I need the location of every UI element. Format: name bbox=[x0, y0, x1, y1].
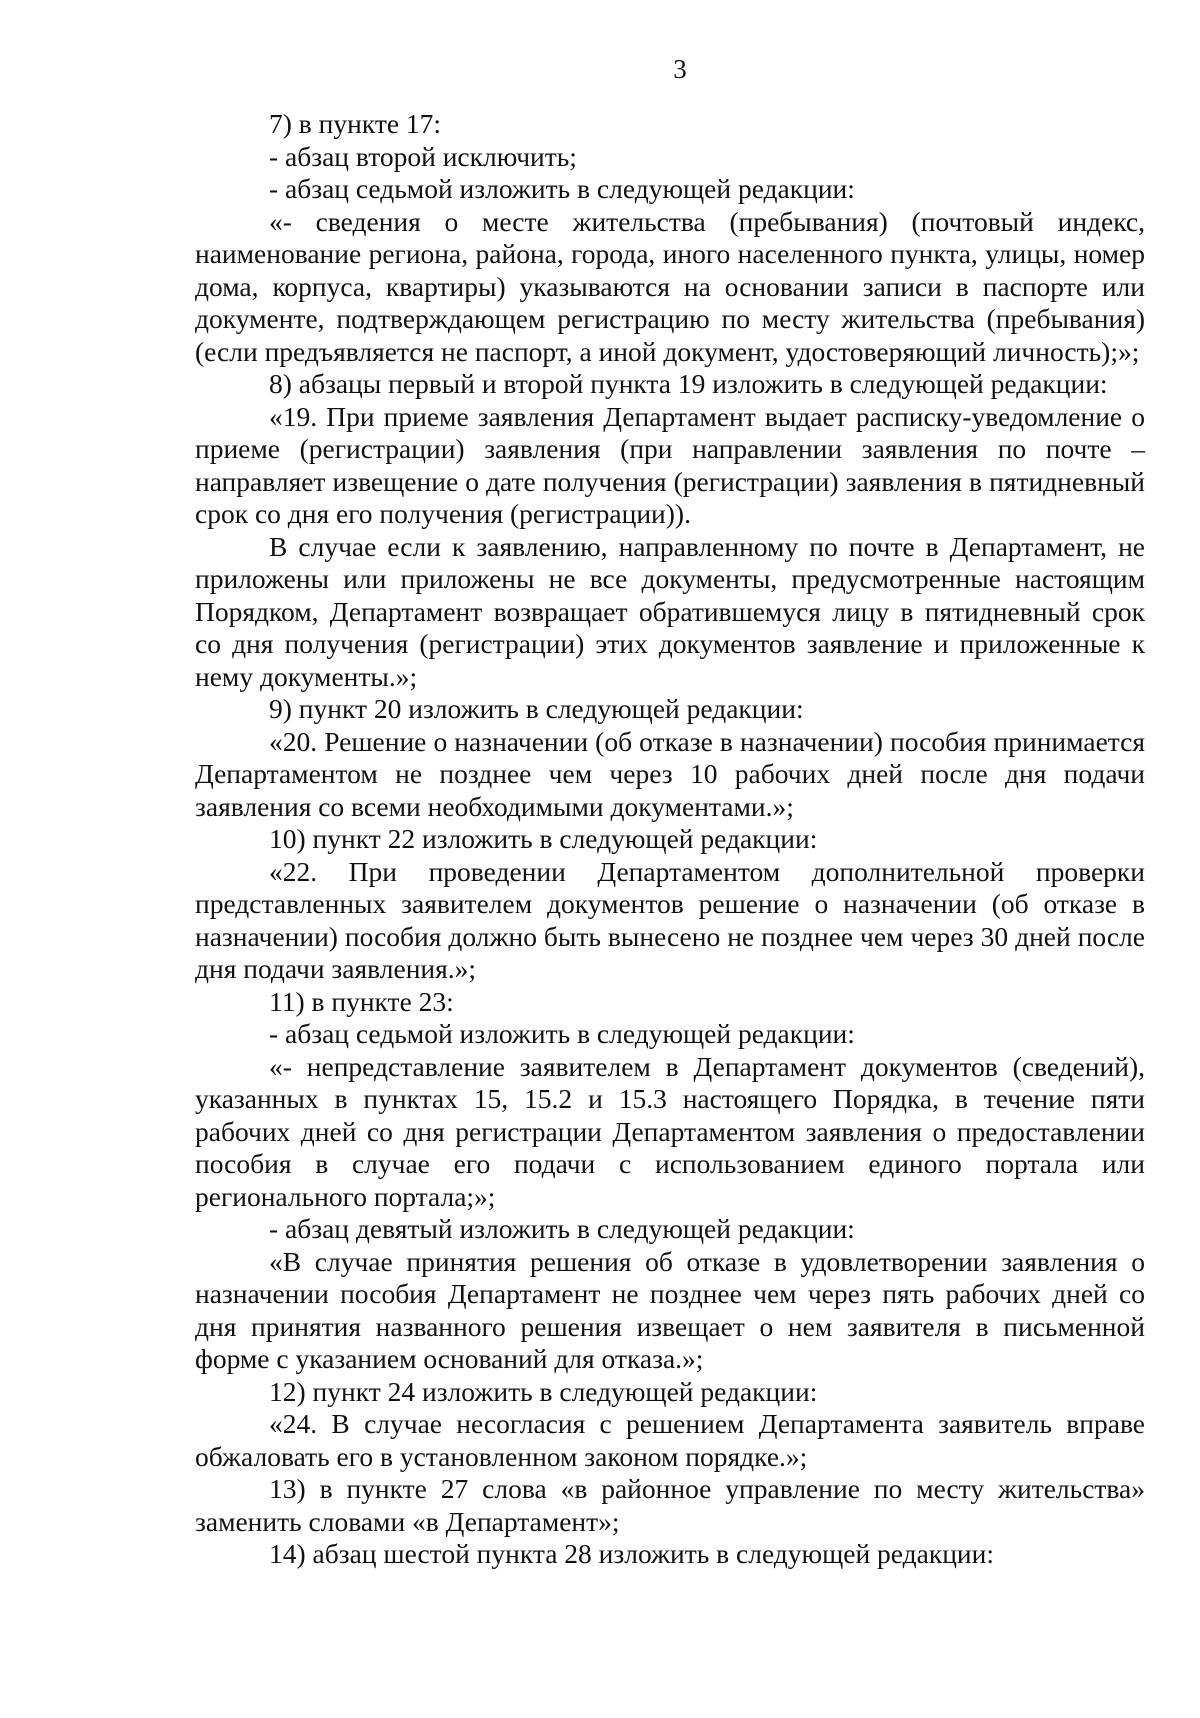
paragraph-item-9: 9) пункт 20 изложить в следующей редакции: bbox=[269, 693, 804, 724]
paragraph-item-8: 8) абзацы первый и второй пункта 19 изложить в следующей редакции: bbox=[269, 368, 1108, 399]
paragraph-abzac-7-point-23-intro: - абзац седьмой изложить в следующей редакции: bbox=[269, 1018, 855, 1049]
paragraph-item-13: 13) в пункте 27 слова «в районное управление по месту жительства» заменить словами «в Департамент»; bbox=[195, 1473, 1145, 1537]
paragraph-item-14: 14) абзац шестой пункта 28 изложить в следующей редакции: bbox=[269, 1538, 995, 1569]
paragraph-delete-abzac-2: - абзац второй исключить; bbox=[269, 140, 577, 172]
paragraph-point-19-case: В случае если к заявлению, направленному по почте в Департамент, не приложены или приложены не все документы, предусмотренные настоящим Порядком, Департамент возвращает обратившемуся лицу в пятидневный срок со дня получения (регистрации) этих документов заявление и приложенные к нему документы.»; bbox=[195, 530, 1145, 692]
page-number: 3 bbox=[673, 54, 687, 84]
paragraph-point-24: «24. В случае несогласия с решением Департамента заявитель вправе обжаловать его в установленном законом порядке.»; bbox=[195, 1408, 1145, 1472]
paragraph-point-22: «22. При проведении Департаментом дополнительной проверки представленных заявителем документов решение о назначении (об отказе в назначении) пособия должно быть вынесено не позднее чем через 30 дней после дня подачи заявления.»; bbox=[195, 855, 1145, 984]
paragraph-item-10: 10) пункт 22 изложить в следующей редакции: bbox=[269, 823, 818, 854]
paragraph-item-11: 11) в пункте 23: bbox=[269, 985, 454, 1017]
paragraph-non-submission: «- непредставление заявителем в Департамент документов (сведений), указанных в пунктах 15, 15.2 и 15.3 настоящего Порядка, в течение пяти рабочих дней со дня регистрации Департаментом заявления о предоставлении пособия в случае его подачи с использованием единого портала или регионального портала;»; bbox=[195, 1050, 1145, 1212]
paragraph-point-20: «20. Решение о назначении (об отказе в назначении) пособия принимается Департаментом не позднее чем через 10 рабочих дней после дня подачи заявления со всеми необходимыми документами.»; bbox=[195, 725, 1145, 822]
paragraph-abzac-7-intro: - абзац седьмой изложить в следующей редакции: bbox=[269, 173, 855, 204]
paragraph-item-12: 12) пункт 24 изложить в следующей редакции: bbox=[269, 1375, 818, 1407]
paragraph-point-19: «19. При приеме заявления Департамент выдает расписку-уведомление о приеме (регистрации) заявления (при направлении заявления по почте – направляет извещение о дате получения (регистрации) заявления в пятидневный срок со дня его получения (регистрации)). bbox=[195, 400, 1145, 529]
paragraph-item-7: 7) в пункте 17: bbox=[269, 108, 442, 139]
document-body bbox=[195, 108, 1145, 1571]
paragraph-abzac-9-intro: - абзац девятый изложить в следующей редакции: bbox=[269, 1213, 855, 1244]
paragraph-refusal-notice: «В случае принятия решения об отказе в удовлетворении заявления о назначении пособия Департамент не позднее чем через пять рабочих дней со дня принятия названного решения извещает о нем заявителя в письменной форме с указанием оснований для отказа.»; bbox=[195, 1245, 1145, 1374]
paragraph-residence-info: «- сведения о месте жительства (пребывания) (почтовый индекс, наименование региона, района, города, иного населенного пункта, улицы, номер дома, корпуса, квартиры) указываются на основании записи в паспорте или документе, подтверждающем регистрацию по месту жительства (пребывания) (если предъявляется не паспорт, а иной документ, удостоверяющий личность);»; bbox=[195, 205, 1145, 367]
